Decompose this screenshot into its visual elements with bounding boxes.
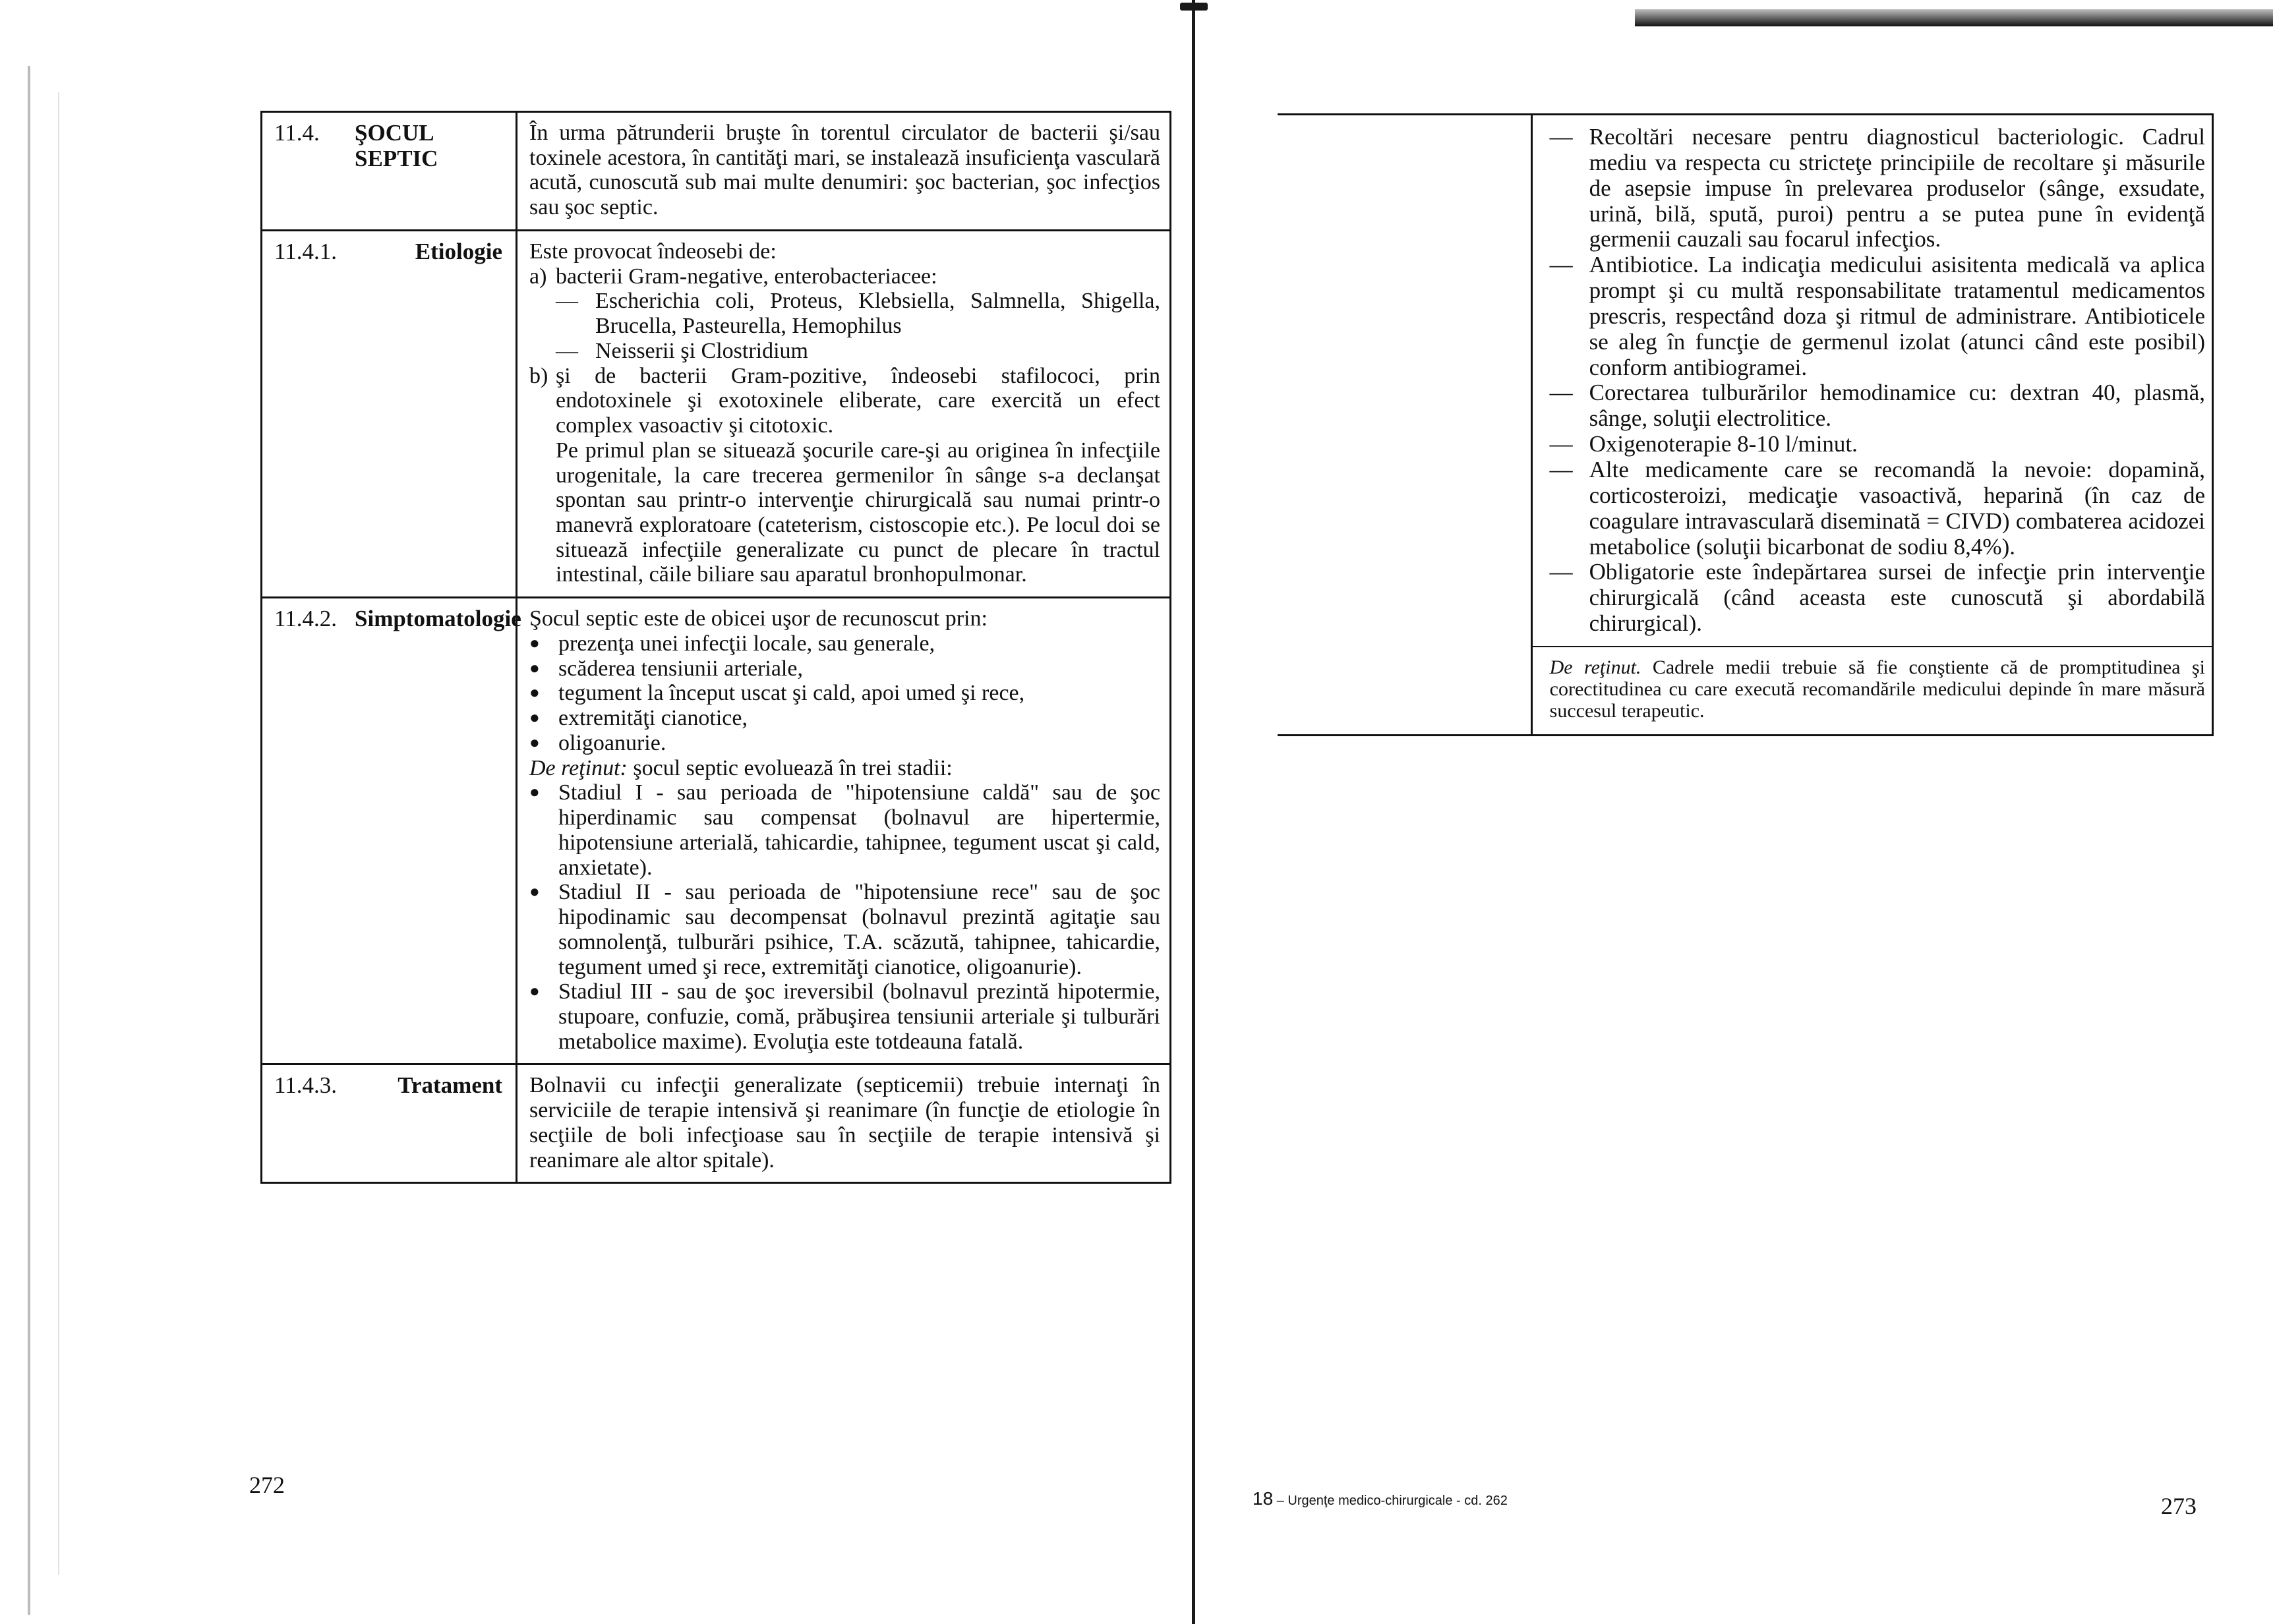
- section-intro: Este provocat îndeosebi de:: [529, 239, 777, 264]
- list-item: [529, 264, 1160, 289]
- section-number: 11.4.3.: [274, 1072, 337, 1099]
- list-item: — Corectarea tulburărilor hemodinamice cu: dextran 40, plasmă, sânge, soluţii electrolitice.: [1549, 380, 2205, 432]
- dash-marker: —: [556, 338, 578, 363]
- note-label: De reţinut:: [529, 755, 628, 780]
- dash-marker: —: [1549, 380, 1573, 406]
- empty-margin-cell: [1278, 115, 1531, 736]
- list-item: ● extremităţi cianotice,: [529, 706, 748, 731]
- section-heading-cell: [262, 598, 521, 1064]
- section-heading-cell: [262, 1064, 517, 1183]
- section-heading-cell: [262, 230, 517, 597]
- section-row: [262, 112, 1171, 231]
- section-number: 11.4.1.: [274, 238, 337, 264]
- list-text: bacterii Gram-negative, enterobacteriacee:: [556, 264, 937, 289]
- left-page: [260, 111, 1171, 1184]
- section-title: Simptomatologie: [355, 606, 521, 632]
- book-spine: [1192, 0, 1195, 1624]
- list-item: [529, 364, 1160, 588]
- list-item: ● Stadiul I - sau perioada de "hipotensiune caldă" sau de şoc hiperdinamic sau compensat (bolnavul are hipertermie, hipotensiune arterială, tahicardie, tahipnee, tegument uscat şi cald, anxietate).: [529, 780, 1160, 880]
- bullet-icon: ●: [529, 683, 540, 703]
- note-text: Cadrele medii trebuie să fie conştiente că de promptitudinea şi corectitudinea cu care execută recomandările medicului depinde în mare măsură succesul terapeutic.: [1549, 656, 2205, 722]
- page-edge-shadow: [28, 66, 30, 1615]
- bullet-icon: ●: [529, 658, 540, 678]
- right-page-table: [1278, 113, 2214, 736]
- list-item: ● Stadiul III - sau de şoc ireversibil (bolnavul prezintă hipotermie, stupoare, confuzie, comă, prăbuşirea tensiunii arteriale şi tulburări metabolice maxime). Evoluţia este totdeauna fatală.: [529, 979, 1160, 1054]
- list-item: ● scăderea tensiunii arteriale,: [529, 656, 803, 681]
- list-text: şi de bacterii Gram-pozitive, îndeosebi stafilococi, prin endotoxinele şi exotoxinele eliberate, care exercită un efect complex vasoactiv şi citotoxic.: [556, 363, 1160, 438]
- list-item: [556, 339, 1160, 364]
- bullet-icon: ●: [529, 732, 540, 752]
- dash-marker: —: [1549, 124, 1573, 150]
- section-row: [262, 1064, 1171, 1183]
- list-item: — Alte medicamente care se recomandă la nevoie: dopamină, corticosteroizi, medicaţie vasoactivă, heparină (în caz de coagulare intravasculară diseminată = CIVD) combaterea acidozei metabolice (soluţii bicarbonat de sodiu 8,4%).: [1549, 456, 2205, 560]
- bullet-icon: ●: [529, 633, 540, 652]
- content-row: [1278, 115, 2213, 647]
- list-marker: b): [529, 363, 548, 388]
- left-page-table: [260, 111, 1171, 1184]
- note-cell: [1531, 647, 2212, 735]
- bullet-icon: ●: [529, 782, 540, 802]
- page-number: 272: [249, 1472, 285, 1498]
- list-item: — Antibiotice. La indicaţia medicului asisitenta medicală va aplica prompt şi cu multă responsabilitate tratamentul medicamentos prescris, respectând doza şi ritmul de administrare. Antibioticele se aleg în funcţie de germenul izolat (atunci când este posibil) conform antibiogramei.: [1549, 252, 2205, 380]
- footer-signature-number: 18: [1253, 1488, 1274, 1509]
- section-number: 11.4.: [274, 120, 320, 146]
- section-number: 11.4.2.: [274, 606, 337, 632]
- section-intro: Şocul septic este de obicei uşor de recunoscut prin:: [529, 606, 988, 631]
- note-paragraph: [529, 756, 1160, 781]
- bullet-icon: ●: [529, 708, 540, 728]
- note-label: De reţinut.: [1549, 656, 1641, 678]
- page-top-shadow: [1635, 9, 2273, 26]
- list-item: ● oligoanurie.: [529, 730, 666, 755]
- section-title: Etiologie: [415, 238, 502, 264]
- stages-list: [529, 780, 1160, 1054]
- content-cell: [1531, 115, 2212, 647]
- bullet-icon: ●: [529, 882, 540, 902]
- section-content-cell: [517, 112, 1171, 231]
- dash-marker: —: [1549, 559, 1573, 585]
- section-heading-cell: [262, 112, 517, 231]
- page-footer: [1253, 1488, 1508, 1509]
- list-item: ● Stadiul II - sau perioada de "hipotensiune rece" sau de şoc hipodinamic sau decompensat (bolnavul prezintă agitaţie sau somnolenţă, tulburări psihice, T.A. scăzută, tahipnee, tahicardie, tegument umed şi rece, extremităţi cianotice, oligoanurie).: [529, 880, 1160, 979]
- list-text: Escherichia coli, Proteus, Klebsiella, Salmnella, Shigella, Brucella, Pasteurella, Hemophilus: [595, 289, 1160, 339]
- page-edge-shadow: [58, 92, 59, 1575]
- section-title: ŞOCUL SEPTIC: [355, 120, 438, 171]
- bullet-icon: ●: [529, 981, 540, 1001]
- note-text: şocul septic evoluează în trei stadii:: [627, 755, 953, 780]
- book-spine-cap: [1180, 3, 1208, 11]
- section-row: [262, 230, 1171, 597]
- dash-marker: —: [556, 289, 578, 314]
- dash-marker: —: [1549, 456, 1573, 482]
- section-paragraph: Bolnavii cu infecţii generalizate (septicemii) trebuie internaţi în serviciile de terapie intensivă şi reanimare (în funcţie de etiologie în secţiile de boli infecţioase sau în secţiile de terapie intensivă şi reanimare ale altor spitale).: [529, 1073, 1160, 1173]
- section-paragraph: Pe primul plan se situează şocurile care-şi au originea în infecţiile urogenitale, la care trecerea germenilor în sânge s-a declanşat spontan sau printr-o intervenţie chirurgicală sau numai printr-o manevră exploratoare (cateterism, cistoscopie etc.). Pe locul doi se situează infecţiile generalizate cu punct de plecare în tractul intestinal, căile biliare sau aparatul bronhopulmonar.: [556, 438, 1160, 587]
- list-item: — Recoltări necesare pentru diagnosticul bacteriologic. Cadrul mediu va respecta cu stricteţe principiile de recoltare şi măsurile de asepsie impuse în prelevarea produselor (sânge, exsudate, urină, bilă, spută, puroi) pentru a se putea pune în evidenţă germenii cauzali sau focarul infecţios.: [1549, 124, 2205, 252]
- list-item: [556, 289, 1160, 338]
- list-item: ● prezenţa unei infecţii locale, sau generale,: [529, 631, 935, 656]
- section-content-cell: [517, 1064, 1171, 1183]
- section-paragraph: În urma pătrunderii bruşte în torentul circulator de bacterii şi/sau toxinele acestora, în cantităţi mari, se instalează insuficienţa vasculară acută, cunoscută sub mai multe denumiri: şoc bacterian, şoc infecţios sau şoc septic.: [529, 121, 1160, 220]
- list-text: Neisserii şi Clostridium: [595, 338, 808, 363]
- dash-marker: —: [1549, 431, 1573, 457]
- list-item: ● tegument la început uscat şi cald, apoi umed şi rece,: [529, 681, 1025, 706]
- section-content-cell: [517, 230, 1171, 597]
- list-item: — Obligatorie este îndepărtarea sursei de infecţie prin intervenţie chirurgicală (când aceasta este cunoscută şi abordabilă chirurgical).: [1549, 559, 2205, 637]
- signs-list: [529, 631, 1160, 756]
- section-content-cell: [517, 598, 1171, 1064]
- note-paragraph: [1550, 656, 2205, 722]
- dash-marker: —: [1549, 252, 1573, 278]
- page-number: 273: [2161, 1493, 2197, 1519]
- footer-text: – Urgenţe medico-chirurgicale - cd. 262: [1273, 1494, 1508, 1508]
- list-marker: a): [529, 264, 547, 289]
- list-item: — Oxigenoterapie 8-10 l/minut.: [1549, 431, 1858, 457]
- section-row: [262, 598, 1171, 1064]
- section-title: Tratament: [398, 1072, 502, 1099]
- right-page: [1278, 113, 2214, 736]
